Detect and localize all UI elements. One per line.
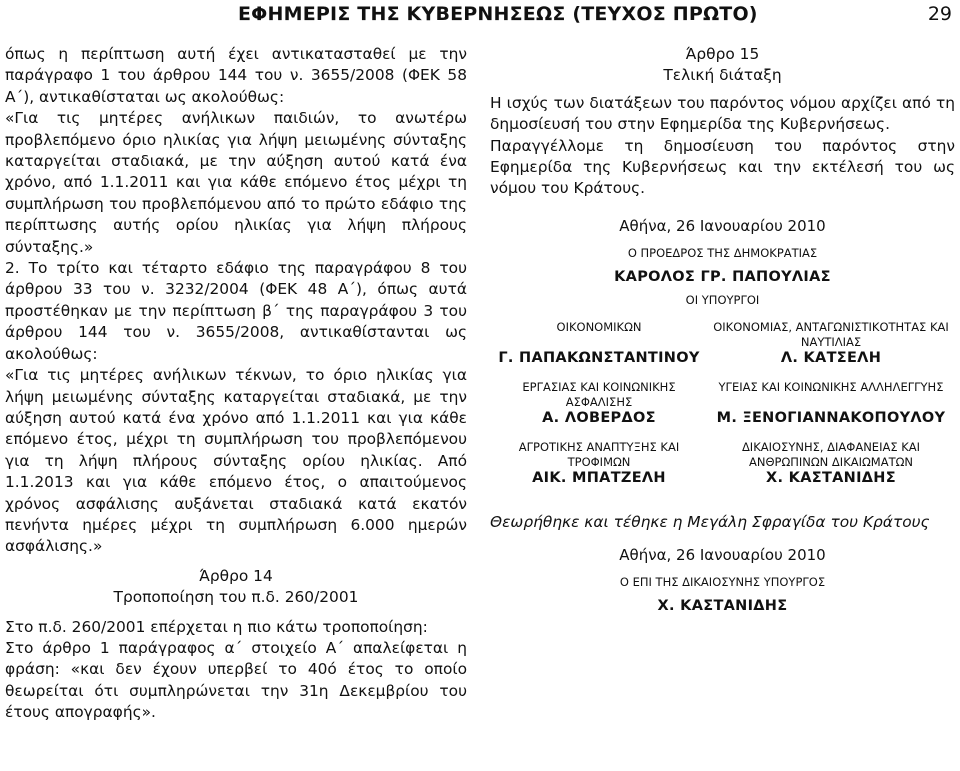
right-column xyxy=(490,44,955,614)
minister-title: ΑΓΡΟΤΙΚΗΣ ΑΝΑΠΤΥΞΗΣ ΚΑΙ ΤΡΟΦΙΜΩΝ xyxy=(518,439,680,469)
minister-title: ΕΡΓΑΣΙΑΣ ΚΑΙ ΚΟΙΝΩΝΙΚΗΣ ΑΣΦΑΛΙΣΗΣ xyxy=(522,379,676,409)
paragraph: 2. Το τρίτο και τέταρτο εδάφιο της παραγράφου 8 του άρθρου 33 του ν. 3232/2004 (ΦΕΚ 48 Α΄), όπως αυτά προστέθηκαν με την περίπτωση β΄ της παραγράφου 3 του άρθρου 144 του ν. 3655/2008, αντικαθίστανται ως ακολούθως: xyxy=(5,259,467,363)
seal-statement: Θεωρήθηκε και τέθηκε η Μεγάλη Σφραγίδα του Κράτους xyxy=(490,512,930,531)
left-column xyxy=(5,44,467,724)
president-name: ΚΑΡΟΛΟΣ ΓΡ. ΠΑΠΟΥΛΙΑΣ xyxy=(614,268,831,285)
signature-block xyxy=(708,380,954,426)
justice-minister-title: Ο ΕΠΙ ΤΗΣ ΔΙΚΑΙΟΣΥΝΗΣ ΥΠΟΥΡΓΟΣ xyxy=(619,575,826,590)
minister-name: Μ. ΞΕΝΟΓΙΑΝΝΑΚΟΠΟΥΛΟΥ xyxy=(716,409,946,426)
paragraph: Η ισχύς των διατάξεων του παρόντος νόμου αρχίζει από τη δημοσίευσή του στην Εφημερίδα της Κυβερνήσεως. xyxy=(490,93,955,134)
minister-name: Γ. ΠΑΠΑΚΩΝΣΤΑΝΤΙΝΟΥ xyxy=(498,349,700,366)
page-number: 29 xyxy=(927,3,952,25)
signature-block xyxy=(490,380,708,426)
signature-block xyxy=(490,440,708,486)
minister-title: ΟΙΚΟΝΟΜΙΚΩΝ xyxy=(556,319,642,334)
paragraph: «Για τις μητέρες ανήλικων παιδιών, το ανωτέρω προβλεπόμενο όριο ηλικίας για λήψη μειωμένης σύνταξης καταργείται σταδιακά, με την αύξηση αυτού κατά ένα χρόνο, από 1.1.2011 και για κάθε επόμενο έτος μέχρι τη συμπλήρωση του προβλεπόμενου από το πρώτο εδάφιο της περίπτωσης αυτής ορίου ηλικίας για λήψη πλήρους σύνταξης.» xyxy=(5,109,467,256)
paragraph: Στο άρθρο 1 παράγραφος α΄ στοιχείο Α΄ απαλείφεται η φράση: «και δεν έχουν υπερβεί το 40ό έτος το οποίο θεωρείται ότι συμπληρώνεται την 31η Δεκεμβρίου του έτους απογραφής». xyxy=(5,638,467,722)
minister-name: Χ. ΚΑΣΤΑΝΙΔΗΣ xyxy=(766,469,896,486)
article-14-subtitle: Τροποποίηση του π.δ. 260/2001 xyxy=(113,588,359,607)
ministers-label: ΟΙ ΥΠΟΥΡΓΟΙ xyxy=(685,292,760,307)
page-header xyxy=(0,0,960,34)
minister-title: ΥΓΕΙΑΣ ΚΑΙ ΚΟΙΝΩΝΙΚΗΣ ΑΛΛΗΛΕΓΓΥΗΣ xyxy=(718,379,944,394)
paragraph: «Για τις μητέρες ανήλικων τέκνων, το όριο ηλικίας για λήψη μειωμένης σύνταξης καταργείται σταδιακά, με την αύξηση αυτού κατά ένα χρόνο από 1.1.2011 και για κάθε επόμενο έτος, μέχρι τη συμπλήρωση του προβλεπόμενου για τη λήψη πλήρους σύνταξης ορίου ηλικίας. Από 1.1.2013 και για κάθε επόμενο έτος, ο απαιτούμενος χρόνος ασφάλισης αυξάνεται σταδιακά κατά εκατόν πενήντα ημέρες μέχρι τη συμπλήρωση 6.000 ημερών ασφάλισης.» xyxy=(5,366,467,556)
article-15-subtitle: Τελική διάταξη xyxy=(663,66,782,85)
minister-name: ΑΙΚ. ΜΠΑΤΖΕΛΗ xyxy=(532,469,666,486)
minister-name: Λ. ΚΑΤΣΕΛΗ xyxy=(780,349,882,366)
signatures-grid xyxy=(490,320,955,486)
minister-name: Α. ΛΟΒΕΡΔΟΣ xyxy=(542,409,656,426)
paragraph: Στο π.δ. 260/2001 επέρχεται η πιο κάτω τροποποίηση: xyxy=(5,617,428,636)
gazette-title: ΕΦΗΜΕΡΙΣ ΤΗΣ ΚΥΒΕΡΝΗΣΕΩΣ (ΤΕΥΧΟΣ ΠΡΩΤΟ) xyxy=(238,3,758,25)
minister-title: ΟΙΚΟΝΟΜΙΑΣ, ΑΝΤΑΓΩΝΙΣΤΙΚΟΤΗΤΑΣ ΚΑΙ ΝΑΥΤΙΛΙΑΣ xyxy=(713,319,949,349)
article-14-title: Άρθρο 14 xyxy=(199,566,273,585)
president-title: Ο ΠΡΟΕΔΡΟΣ ΤΗΣ ΔΗΜΟΚΡΑΤΙΑΣ xyxy=(627,245,818,260)
signature-block xyxy=(708,440,954,486)
paragraph: Παραγγέλλομε τη δημοσίευση του παρόντος στην Εφημερίδα της Κυβερνήσεως και την εκτέλεσή του ως νόμου του Κράτους. xyxy=(490,136,955,198)
date-line: Αθήνα, 26 Ιανουαρίου 2010 xyxy=(619,546,826,565)
article-15-title: Άρθρο 15 xyxy=(685,45,760,63)
minister-title: ΔΙΚΑΙΟΣΥΝΗΣ, ΔΙΑΦΑΝΕΙΑΣ ΚΑΙ ΑΝΘΡΩΠΙΝΩΝ ΔΙΚΑΙΩΜΑΤΩΝ xyxy=(741,439,921,469)
justice-minister-name: Χ. ΚΑΣΤΑΝΙΔΗΣ xyxy=(657,598,788,615)
date-line: Αθήνα, 26 Ιανουαρίου 2010 xyxy=(619,216,826,235)
paragraph: όπως η περίπτωση αυτή έχει αντικατασταθεί με την παράγραφο 1 του άρθρου 144 του ν. 3655/2008 (ΦΕΚ 58 Α΄), αντικαθίσταται ως ακολούθως: xyxy=(5,45,467,106)
signature-block xyxy=(490,320,708,366)
signature-block xyxy=(708,320,954,366)
